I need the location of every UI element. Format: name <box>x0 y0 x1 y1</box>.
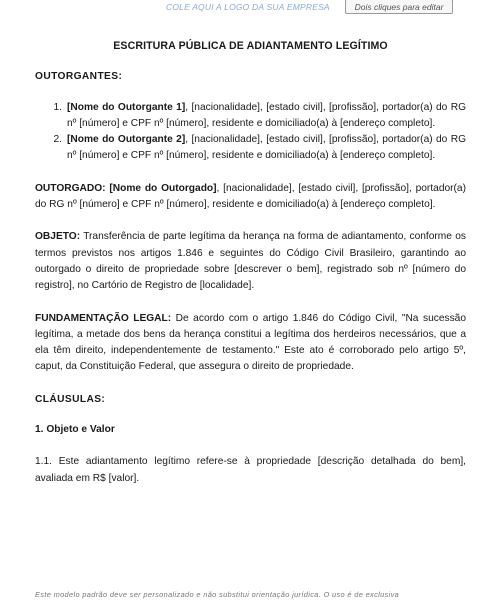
outorgante-name: [Nome do Outorgante 1] <box>67 101 186 113</box>
outorgado-details: , [nacionalidade], [estado civil], [profissão], portador(a) do RG nº [número] e CPF nº [número], residente e domiciliado(a) à [endereço completo]. <box>35 182 466 211</box>
outorgante-details: , [nacionalidade], [estado civil], [profissão], portador(a) do RG nº [número] e CPF nº [número], residente e domiciliado(a) à [endereço completo]. <box>67 134 467 162</box>
clause-1-1: 1.1. Este adiantamento legítimo refere-se à propriedade [descrição detalhada do bem], avaliada em R$ [valor]. <box>35 456 466 484</box>
fundamentacao-text: De acordo com o artigo 1.846 do Código Civil, "Na sucessão legítima, a metade dos bens da herança constitui a legítima dos herdeiros necessários, que a ela têm direito, independentemente de testamento." Este ato é corroborado pelo artigo 5º, caput, da Constituição Federal, que assegura o direito de propriedade. <box>35 312 467 373</box>
outorgantes-heading: OUTORGANTES: <box>35 71 123 83</box>
clausulas-heading: CLÁUSULAS: <box>35 393 106 405</box>
document-body <box>35 38 466 503</box>
edit-button[interactable]: Dois cliques para editar <box>345 0 453 14</box>
outorgante-details: , [nacionalidade], [estado civil], [profissão], portador(a) do RG nº [número] e CPF nº [número], residente e domiciliado(a) à [endereço completo]. <box>67 101 467 129</box>
outorgado-label: OUTORGADO: [Nome do Outorgado] <box>35 182 217 194</box>
clause-1-title: 1. Objeto e Valor <box>35 424 115 436</box>
list-text <box>67 132 466 165</box>
logo-placeholder[interactable]: COLE AQUI A LOGO DA SUA EMPRESA <box>166 2 330 12</box>
header-bar <box>0 0 500 18</box>
document-title: ESCRITURA PÚBLICA DE ADIANTAMENTO LEGÍTIMO <box>113 40 388 52</box>
outorgantes-list <box>35 100 466 165</box>
list-item <box>35 132 466 165</box>
objeto-text: Transferência de parte legítima da herança na forma de adiantamento, conforme os termos previstos nos artigos 1.846 e seguintes do Código Civil Brasileiro, garantindo ao outorgado o direito de propriedade sobre [descrever o bem], registrado sob nº [número do registro], no Cartório de Registro de [localidade]. <box>35 231 466 292</box>
objeto-paragraph <box>35 229 466 294</box>
objeto-label: OBJETO: <box>35 231 81 243</box>
outorgado-paragraph <box>35 181 466 214</box>
list-number: 1. <box>53 101 62 113</box>
list-text <box>67 100 466 133</box>
fundamentacao-paragraph <box>35 311 466 376</box>
outorgante-name: [Nome do Outorgante 2] <box>67 134 186 146</box>
fundamentacao-label: FUNDAMENTAÇÃO LEGAL: <box>35 312 172 324</box>
list-item <box>35 100 466 133</box>
list-number: 2. <box>53 134 62 146</box>
footer-disclaimer: Este modelo padrão deve ser personalizado e não substitui orientação jurídica. O uso é de exclusiva <box>35 590 400 599</box>
